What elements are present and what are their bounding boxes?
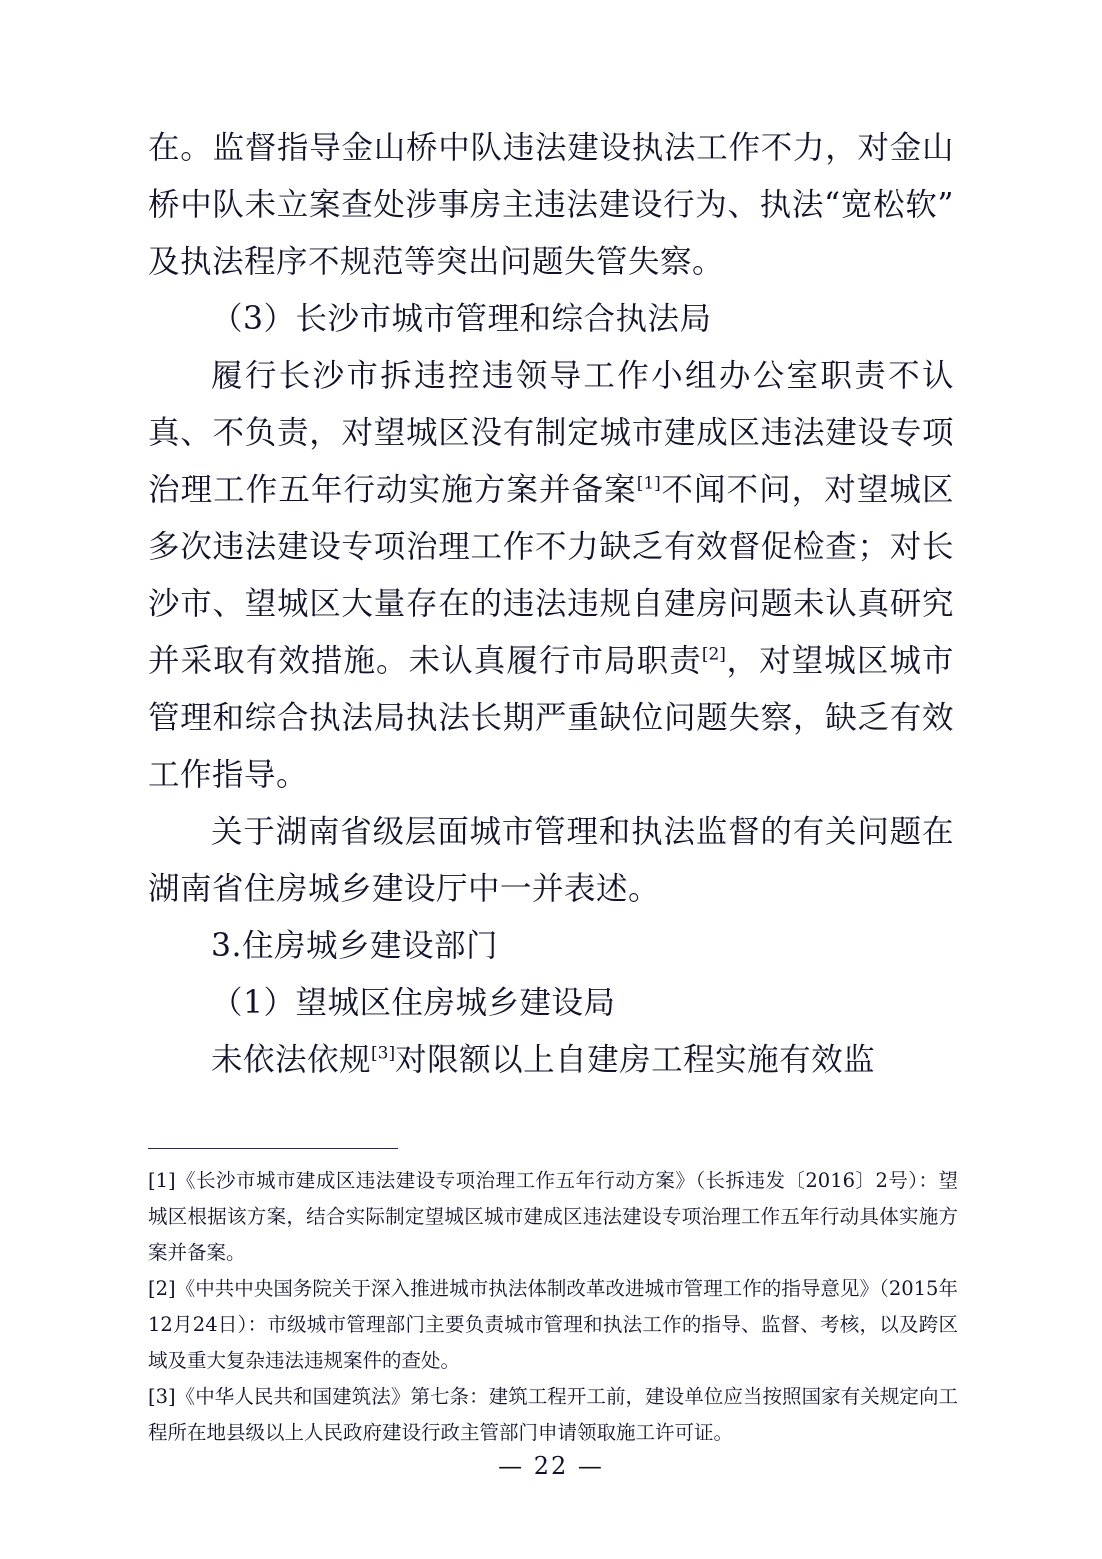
paragraph-text-segment: ，对望城区城市管理和综合执法局执法长期严重缺位问题失察，缺乏有效工作指导。 [148, 643, 954, 793]
paragraph-text-segment: 未依法依规 [211, 1042, 372, 1078]
paragraph-with-footnote-ref [148, 1032, 954, 1089]
paragraph-text-segment: 不闻不问，对望城区多次违法建设专项治理工作不力缺乏有效督促检查；对长沙市、望城区大量存在的违法违规自建房问题未认真研究并采取有效措施。未认真履行市局职责 [148, 472, 954, 679]
page-number: — 22 — [498, 1452, 604, 1480]
paragraph: 在。监督指导金山桥中队违法建设执法工作不力，对金山桥中队未立案查处涉事房主违法建设行为、执法“宽松软”及执法程序不规范等突出问题失管失察。 [148, 130, 954, 280]
footnote-ref-2[interactable]: [2] [701, 644, 726, 665]
footnote-list [148, 1163, 958, 1451]
footnote-item: [2]《中共中央国务院关于深入推进城市执法体制改革改进城市管理工作的指导意见》（2015年12月24日）：市级城市管理部门主要负责城市管理和执法工作的指导、监督、考核，以及跨区域及重大复杂违法违规案件的查处。 [148, 1277, 958, 1372]
paragraph-with-footnote-refs [148, 348, 954, 804]
footnote-ref-1[interactable]: [1] [636, 473, 661, 494]
footnote-item: [3]《中华人民共和国建筑法》第七条：建筑工程开工前，建设单位应当按照国家有关规定向工程所在地县级以上人民政府建设行政主管部门申请领取施工许可证。 [148, 1385, 958, 1444]
paragraph-heading: 3.住房城乡建设部门 [211, 928, 499, 964]
footnote-area [148, 1148, 958, 1451]
footnote-item: [1]《长沙市城市建成区违法建设专项治理工作五年行动方案》（长拆违发〔2016〕2号）：望城区根据该方案，结合实际制定望城区城市建成区违法建设专项治理工作五年行动具体实施方案并备案。 [148, 1169, 958, 1264]
footnote-separator-rule [148, 1148, 398, 1149]
paragraph-text-segment: 对限额以上自建房工程实施有效监 [395, 1042, 876, 1078]
page-body [148, 120, 954, 1089]
paragraph-text-segment: 履行长沙市拆违控违领导工作小组办公室职责不认真、不负责，对望城区没有制定城市建成区违法建设专项治理工作五年行动实施方案并备案 [148, 358, 954, 508]
footnote-ref-3[interactable]: [3] [371, 1043, 396, 1064]
paragraph: 关于湖南省级层面城市管理和执法监督的有关问题在湖南省住房城乡建设厅中一并表述。 [148, 814, 954, 907]
paragraph: （3）长沙市城市管理和综合执法局 [211, 301, 712, 337]
paragraph-subheading: （1）望城区住房城乡建设局 [211, 985, 616, 1021]
